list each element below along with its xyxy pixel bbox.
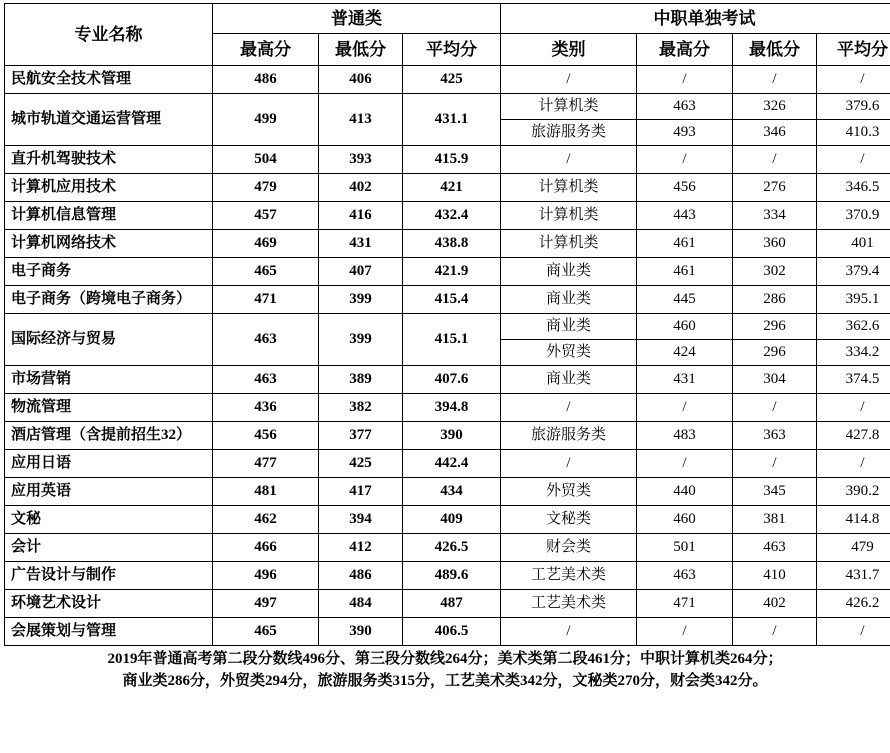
- vocational-vmax-cell: 443: [637, 202, 733, 230]
- table-row: [5, 202, 890, 230]
- major-name-cell: 广告设计与制作: [5, 562, 213, 590]
- admission-score-table: [4, 3, 890, 646]
- vocational-category-cell: 外贸类: [501, 340, 637, 366]
- vocational-vavg-cell: /: [817, 394, 890, 422]
- vocational-category-cell: 计算机类: [501, 230, 637, 258]
- major-name-cell: 应用英语: [5, 478, 213, 506]
- vocational-vavg-cell: 334.2: [817, 340, 890, 366]
- general-max-cell: 469: [213, 230, 319, 258]
- major-name-cell: 电子商务: [5, 258, 213, 286]
- header-vocational-min: 最低分: [733, 34, 817, 66]
- vocational-vavg-cell: 414.8: [817, 506, 890, 534]
- table-row: [5, 618, 890, 646]
- general-max-cell: 496: [213, 562, 319, 590]
- general-max-cell: 471: [213, 286, 319, 314]
- general-min-cell: 399: [319, 286, 403, 314]
- general-max-cell: 463: [213, 314, 319, 366]
- vocational-vmin-cell: 363: [733, 422, 817, 450]
- general-min-cell: 399: [319, 314, 403, 366]
- table-body: [5, 66, 890, 646]
- vocational-vmin-cell: 360: [733, 230, 817, 258]
- major-name-cell: 电子商务（跨境电子商务）: [5, 286, 213, 314]
- header-general-avg: 平均分: [403, 34, 501, 66]
- general-min-cell: 431: [319, 230, 403, 258]
- header-vocational-max: 最高分: [637, 34, 733, 66]
- general-avg-cell: 487: [403, 590, 501, 618]
- vocational-vmax-cell: 440: [637, 478, 733, 506]
- table-row: [5, 562, 890, 590]
- general-max-cell: 436: [213, 394, 319, 422]
- vocational-category-cell: 旅游服务类: [501, 120, 637, 146]
- general-min-cell: 389: [319, 366, 403, 394]
- general-avg-cell: 431.1: [403, 94, 501, 146]
- vocational-vmax-cell: 471: [637, 590, 733, 618]
- vocational-vmax-cell: 461: [637, 258, 733, 286]
- vocational-vmin-cell: 346: [733, 120, 817, 146]
- vocational-vavg-cell: 379.4: [817, 258, 890, 286]
- vocational-vmin-cell: /: [733, 394, 817, 422]
- general-avg-cell: 407.6: [403, 366, 501, 394]
- major-name-cell: 物流管理: [5, 394, 213, 422]
- general-avg-cell: 406.5: [403, 618, 501, 646]
- vocational-vmax-cell: 463: [637, 562, 733, 590]
- vocational-vavg-cell: /: [817, 146, 890, 174]
- vocational-category-cell: 计算机类: [501, 174, 637, 202]
- vocational-vavg-cell: /: [817, 618, 890, 646]
- general-avg-cell: 415.1: [403, 314, 501, 366]
- vocational-category-cell: 文秘类: [501, 506, 637, 534]
- vocational-vmin-cell: 381: [733, 506, 817, 534]
- vocational-category-cell: 外贸类: [501, 478, 637, 506]
- major-name-cell: 会展策划与管理: [5, 618, 213, 646]
- vocational-vmin-cell: /: [733, 618, 817, 646]
- general-avg-cell: 421: [403, 174, 501, 202]
- vocational-vmin-cell: 345: [733, 478, 817, 506]
- vocational-vavg-cell: 395.1: [817, 286, 890, 314]
- vocational-vavg-cell: 370.9: [817, 202, 890, 230]
- general-avg-cell: 390: [403, 422, 501, 450]
- general-min-cell: 425: [319, 450, 403, 478]
- vocational-vmin-cell: /: [733, 66, 817, 94]
- major-name-cell: 直升机驾驶技术: [5, 146, 213, 174]
- major-name-cell: 计算机网络技术: [5, 230, 213, 258]
- vocational-vavg-cell: 374.5: [817, 366, 890, 394]
- vocational-vmax-cell: 493: [637, 120, 733, 146]
- vocational-category-cell: /: [501, 618, 637, 646]
- general-avg-cell: 434: [403, 478, 501, 506]
- vocational-category-cell: 计算机类: [501, 202, 637, 230]
- general-min-cell: 413: [319, 94, 403, 146]
- major-name-cell: 计算机信息管理: [5, 202, 213, 230]
- general-max-cell: 486: [213, 66, 319, 94]
- vocational-vavg-cell: 346.5: [817, 174, 890, 202]
- vocational-category-cell: 商业类: [501, 258, 637, 286]
- vocational-category-cell: 旅游服务类: [501, 422, 637, 450]
- vocational-vmax-cell: /: [637, 618, 733, 646]
- vocational-vmax-cell: /: [637, 394, 733, 422]
- major-name-cell: 民航安全技术管理: [5, 66, 213, 94]
- general-max-cell: 479: [213, 174, 319, 202]
- table-row: [5, 590, 890, 618]
- vocational-vmin-cell: 402: [733, 590, 817, 618]
- general-min-cell: 402: [319, 174, 403, 202]
- vocational-category-cell: /: [501, 146, 637, 174]
- general-max-cell: 481: [213, 478, 319, 506]
- vocational-vavg-cell: 401: [817, 230, 890, 258]
- vocational-vmax-cell: /: [637, 66, 733, 94]
- general-max-cell: 499: [213, 94, 319, 146]
- general-max-cell: 466: [213, 534, 319, 562]
- header-group-general: 普通类: [213, 4, 501, 34]
- vocational-vmax-cell: 424: [637, 340, 733, 366]
- header-general-max: 最高分: [213, 34, 319, 66]
- footer-note: [4, 649, 886, 693]
- vocational-vmax-cell: 483: [637, 422, 733, 450]
- vocational-vavg-cell: 362.6: [817, 314, 890, 340]
- general-avg-cell: 415.9: [403, 146, 501, 174]
- general-avg-cell: 426.5: [403, 534, 501, 562]
- vocational-vmax-cell: 445: [637, 286, 733, 314]
- vocational-vmax-cell: 460: [637, 506, 733, 534]
- table-row: [5, 286, 890, 314]
- vocational-vmin-cell: 286: [733, 286, 817, 314]
- general-min-cell: 393: [319, 146, 403, 174]
- major-name-cell: 环境艺术设计: [5, 590, 213, 618]
- general-avg-cell: 421.9: [403, 258, 501, 286]
- vocational-vmin-cell: 326: [733, 94, 817, 120]
- table-row: [5, 422, 890, 450]
- vocational-vmax-cell: /: [637, 146, 733, 174]
- vocational-vavg-cell: 431.7: [817, 562, 890, 590]
- general-avg-cell: 394.8: [403, 394, 501, 422]
- general-avg-cell: 432.4: [403, 202, 501, 230]
- vocational-category-cell: /: [501, 450, 637, 478]
- vocational-vmax-cell: 460: [637, 314, 733, 340]
- table-row: [5, 478, 890, 506]
- header-vocational-category: 类别: [501, 34, 637, 66]
- vocational-category-cell: 工艺美术类: [501, 590, 637, 618]
- table-row: [5, 394, 890, 422]
- vocational-vavg-cell: 379.6: [817, 94, 890, 120]
- general-max-cell: 497: [213, 590, 319, 618]
- header-general-min: 最低分: [319, 34, 403, 66]
- general-avg-cell: 489.6: [403, 562, 501, 590]
- vocational-category-cell: 财会类: [501, 534, 637, 562]
- general-min-cell: 417: [319, 478, 403, 506]
- table-row: [5, 94, 890, 120]
- vocational-category-cell: 工艺美术类: [501, 562, 637, 590]
- general-min-cell: 486: [319, 562, 403, 590]
- general-avg-cell: 415.4: [403, 286, 501, 314]
- vocational-vmax-cell: 456: [637, 174, 733, 202]
- vocational-category-cell: /: [501, 66, 637, 94]
- vocational-vmin-cell: /: [733, 450, 817, 478]
- vocational-vavg-cell: 427.8: [817, 422, 890, 450]
- header-major-name: 专业名称: [5, 4, 213, 66]
- table-header: [5, 4, 890, 66]
- header-group-vocational: 中职单独考试: [501, 4, 890, 34]
- vocational-vavg-cell: 410.3: [817, 120, 890, 146]
- table-row: [5, 450, 890, 478]
- general-avg-cell: 442.4: [403, 450, 501, 478]
- vocational-vmax-cell: 501: [637, 534, 733, 562]
- vocational-vmin-cell: 296: [733, 314, 817, 340]
- major-name-cell: 市场营销: [5, 366, 213, 394]
- general-max-cell: 457: [213, 202, 319, 230]
- vocational-vavg-cell: /: [817, 66, 890, 94]
- table-row: [5, 534, 890, 562]
- general-min-cell: 377: [319, 422, 403, 450]
- major-name-cell: 应用日语: [5, 450, 213, 478]
- general-min-cell: 416: [319, 202, 403, 230]
- major-name-cell: 文秘: [5, 506, 213, 534]
- vocational-vmin-cell: 304: [733, 366, 817, 394]
- table-row: [5, 366, 890, 394]
- general-min-cell: 412: [319, 534, 403, 562]
- vocational-vavg-cell: /: [817, 450, 890, 478]
- table-row: [5, 506, 890, 534]
- general-max-cell: 462: [213, 506, 319, 534]
- general-avg-cell: 438.8: [403, 230, 501, 258]
- table-row: [5, 258, 890, 286]
- vocational-vmax-cell: 461: [637, 230, 733, 258]
- general-min-cell: 484: [319, 590, 403, 618]
- table-row: [5, 314, 890, 340]
- general-max-cell: 465: [213, 258, 319, 286]
- table-row: [5, 66, 890, 94]
- vocational-vmin-cell: 334: [733, 202, 817, 230]
- vocational-vmin-cell: /: [733, 146, 817, 174]
- table-row: [5, 174, 890, 202]
- vocational-vavg-cell: 390.2: [817, 478, 890, 506]
- footer-line-2: 商业类286分，外贸类294分，旅游服务类315分，工艺美术类342分，文秘类270分，财会类342分。: [122, 672, 768, 689]
- table-row: [5, 230, 890, 258]
- vocational-vmin-cell: 302: [733, 258, 817, 286]
- vocational-vmin-cell: 276: [733, 174, 817, 202]
- vocational-vmin-cell: 410: [733, 562, 817, 590]
- general-min-cell: 390: [319, 618, 403, 646]
- major-name-cell: 计算机应用技术: [5, 174, 213, 202]
- general-min-cell: 394: [319, 506, 403, 534]
- vocational-vmin-cell: 463: [733, 534, 817, 562]
- vocational-category-cell: 计算机类: [501, 94, 637, 120]
- header-vocational-avg: 平均分: [817, 34, 890, 66]
- vocational-vavg-cell: 426.2: [817, 590, 890, 618]
- general-max-cell: 504: [213, 146, 319, 174]
- general-max-cell: 456: [213, 422, 319, 450]
- general-max-cell: 465: [213, 618, 319, 646]
- table-row: [5, 146, 890, 174]
- major-name-cell: 国际经济与贸易: [5, 314, 213, 366]
- footer-line-1: 2019年普通高考第二段分数线496分、第三段分数线264分；美术类第二段461分；中职计算机类264分；: [107, 651, 783, 667]
- vocational-vavg-cell: 479: [817, 534, 890, 562]
- vocational-vmax-cell: 463: [637, 94, 733, 120]
- vocational-vmax-cell: 431: [637, 366, 733, 394]
- vocational-category-cell: 商业类: [501, 366, 637, 394]
- general-min-cell: 407: [319, 258, 403, 286]
- major-name-cell: 城市轨道交通运营管理: [5, 94, 213, 146]
- major-name-cell: 会计: [5, 534, 213, 562]
- general-max-cell: 463: [213, 366, 319, 394]
- vocational-category-cell: 商业类: [501, 286, 637, 314]
- general-max-cell: 477: [213, 450, 319, 478]
- general-avg-cell: 425: [403, 66, 501, 94]
- header-row-groups: [5, 4, 890, 34]
- general-avg-cell: 409: [403, 506, 501, 534]
- general-min-cell: 382: [319, 394, 403, 422]
- vocational-vmin-cell: 296: [733, 340, 817, 366]
- vocational-category-cell: /: [501, 394, 637, 422]
- major-name-cell: 酒店管理（含提前招生32）: [5, 422, 213, 450]
- vocational-category-cell: 商业类: [501, 314, 637, 340]
- general-min-cell: 406: [319, 66, 403, 94]
- vocational-vmax-cell: /: [637, 450, 733, 478]
